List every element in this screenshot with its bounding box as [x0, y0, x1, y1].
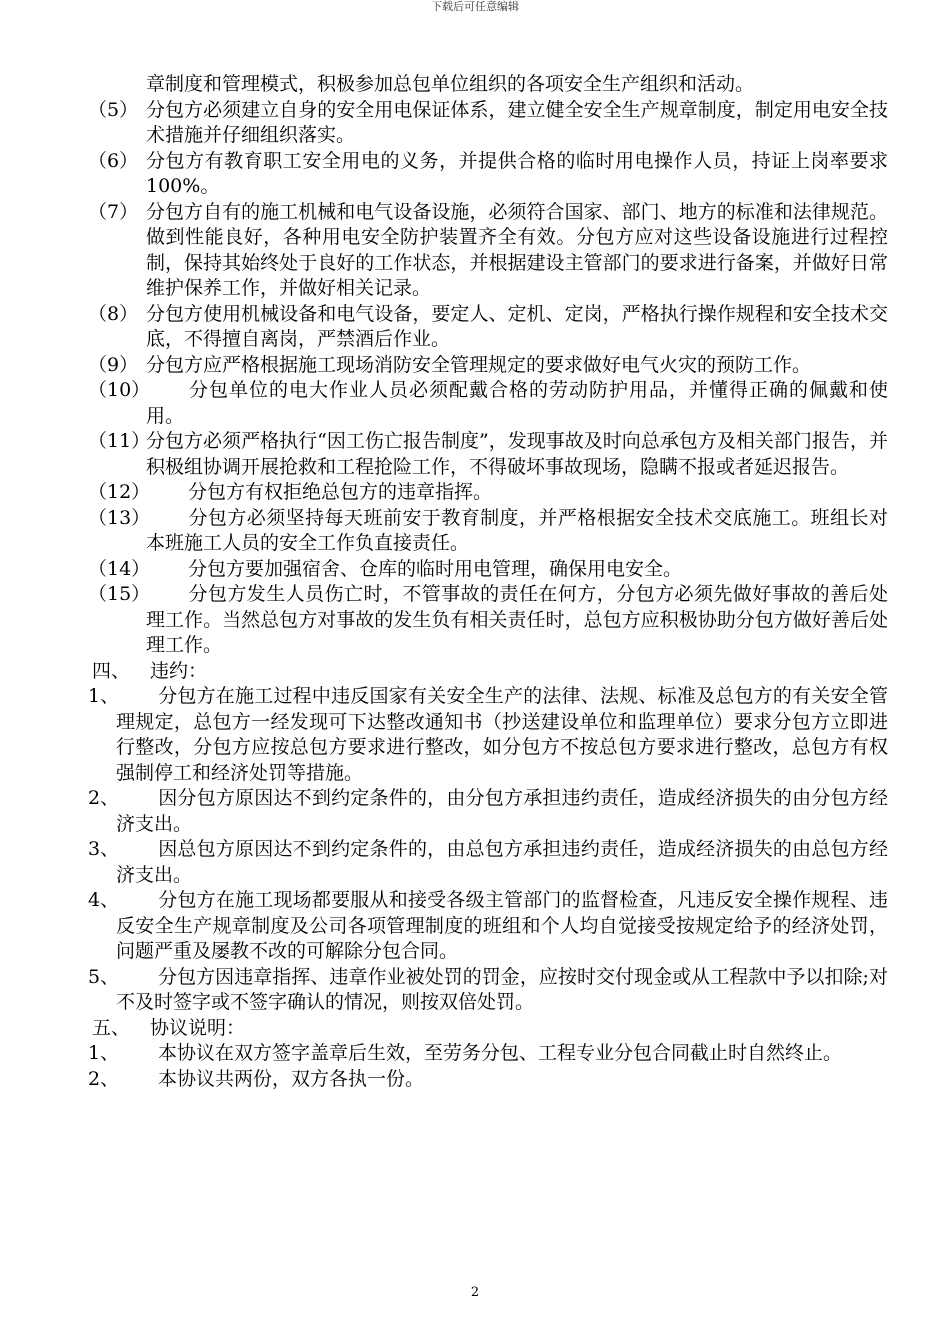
agreement-item-1 [88, 1041, 888, 1067]
item-text [116, 786, 888, 837]
item-number: 1、 [88, 685, 120, 707]
clause-15 [88, 582, 888, 659]
clause-text: 分包方使用机械设备和电气设备，要定人、定机、定岗，严格执行操作规程和安全技术交底，不得擅自离岗，严禁酒后作业。 [146, 302, 888, 350]
item-text [116, 837, 888, 888]
section-title: 违约： [150, 659, 208, 682]
item-text-content: 因分包方原因达不到约定条件的，由分包方承担违约责任，造成经济损失的由分包方经济支出。 [116, 787, 888, 835]
section-number: 五、 [92, 1016, 131, 1039]
clause-number: （7） [88, 200, 139, 223]
breach-item-5 [88, 965, 888, 1016]
clause-number: （11） [88, 430, 151, 452]
clause-text-content: 分包方要加强宿舍、仓库的临时用电管理，确保用电安全。 [188, 557, 683, 580]
page-number: 2 [470, 1285, 480, 1300]
item-text-content: 本协议在双方签字盖章后生效，至劳务分包、工程专业分包合同截止时自然终止。 [158, 1042, 843, 1064]
clause-text: 分包方必须建立自身的安全用电保证体系，建立健全安全生产规章制度，制定用电安全技术措施并仔细组织落实。 [146, 98, 888, 146]
clause-number: （12） [88, 481, 151, 503]
clause-7 [88, 200, 888, 302]
breach-item-1 [88, 684, 888, 786]
clause-13 [88, 506, 888, 557]
section-title: 协议说明： [150, 1016, 246, 1039]
item-number: 5、 [88, 965, 120, 988]
section-number: 四、 [92, 659, 131, 682]
section-4-heading [88, 659, 888, 685]
item-number: 3、 [88, 838, 120, 860]
clause-text: 分包方自有的施工机械和电气设备设施，必须符合国家、部门、地方的标准和法律规范。做到性能良好，各种用电安全防护装置齐全有效。分包方应对这些设备设施进行过程控制，保持其始终处于良好的工作状态，并根据建设主管部门的要求进行备案，并做好日常维护保养工作，并做好相关记录。 [146, 200, 888, 299]
clause-5 [88, 98, 888, 149]
continuation-paragraph: 章制度和管理模式，积极参加总包单位组织的各项安全生产组织和活动。 [146, 73, 755, 95]
item-number: 2、 [88, 787, 120, 809]
document-body [88, 72, 888, 1092]
clause-text-content: 分包方有权拒绝总包方的违章指挥。 [188, 481, 493, 503]
clause-number: （6） [88, 149, 139, 172]
clause-text: 分包方有教育职工安全用电的义务，并提供合格的临时用电操作人员，持证上岗率要求100%。 [146, 149, 888, 197]
clause-number: （14） [88, 557, 151, 580]
item-text [116, 684, 888, 786]
clause-text-content: 分包方必须坚持每天班前安于教育制度，并严格根据安全技术交底施工。班组长对本班施工人员的安全工作负直接责任。 [146, 506, 888, 554]
item-text-content: 分包方在施工过程中违反国家有关安全生产的法律、法规、标准及总包方的有关安全管理规定，总包方一经发现可下达整改通知书（抄送建设单位和监理单位）要求分包方立即进行整改，分包方应按总包方要求进行整改，如分包方不按总包方要求进行整改，总包方有权强制停工和经济处罚等措施。 [116, 685, 888, 784]
clause-text [146, 582, 888, 659]
breach-item-3 [88, 837, 888, 888]
item-text-content: 分包方因违章指挥、违章作业被处罚的罚金，应按时交付现金或从工程款中予以扣除;对不及时签字或不签字确认的情况，则按双倍处罚。 [116, 965, 888, 1013]
item-text [116, 1067, 888, 1093]
section-5-heading [88, 1016, 888, 1042]
clause-text-content: 分包方发生人员伤亡时，不管事故的责任在何方，分包方必须先做好事故的善后处理工作。当然总包方对事故的发生负有相关责任时，总包方应积极协助分包方做好善后处理工作。 [146, 583, 888, 656]
clause-number: （5） [88, 98, 139, 121]
header-note: 下载后可任意编辑 [431, 0, 519, 13]
clause-text [146, 557, 888, 583]
clause-number: （15） [88, 583, 151, 605]
clause-text [146, 480, 888, 506]
clause-11 [88, 429, 888, 480]
clause-12 [88, 480, 888, 506]
item-text [116, 888, 888, 965]
clause-number: （13） [88, 506, 151, 529]
clause-text [146, 378, 888, 429]
clause-9 [88, 353, 888, 379]
clause-number: （9） [88, 353, 139, 376]
clause-number: （8） [88, 302, 139, 325]
item-number: 2、 [88, 1067, 120, 1090]
item-text [116, 965, 888, 1016]
clause-number: （10） [88, 379, 151, 401]
clause-10 [88, 378, 888, 429]
clause-text [146, 506, 888, 557]
clause-text: 分包方必须严格执行“因工伤亡报告制度”，发现事故及时向总承包方及相关部门报告，并积极组协调开展抢救和工程抢险工作，不得破坏事故现场，隐瞒不报或者延迟报告。 [146, 430, 888, 478]
clause-text: 分包方应严格根据施工现场消防安全管理规定的要求做好电气火灾的预防工作。 [146, 353, 812, 376]
breach-item-4 [88, 888, 888, 965]
breach-item-2 [88, 786, 888, 837]
item-number: 1、 [88, 1042, 120, 1064]
clause-6 [88, 149, 888, 200]
item-text-content: 因总包方原因达不到约定条件的，由总包方承担违约责任，造成经济损失的由总包方经济支出。 [116, 838, 888, 886]
clause-8 [88, 302, 888, 353]
item-text [116, 1041, 888, 1067]
clause-14 [88, 557, 888, 583]
item-number: 4、 [88, 889, 120, 911]
item-text-content: 分包方在施工现场都要服从和接受各级主管部门的监督检查，凡违反安全操作规程、违反安全生产规章制度及公司各项管理制度的班组和个人均自觉接受按规定给予的经济处罚，问题严重及屡教不改的可解除分包合同。 [116, 889, 888, 962]
item-text-content: 本协议共两份，双方各执一份。 [158, 1067, 425, 1090]
clause-text-content: 分包单位的电大作业人员必须配戴合格的劳动防护用品，并懂得正确的佩戴和使用。 [146, 379, 888, 427]
agreement-item-2 [88, 1067, 888, 1093]
